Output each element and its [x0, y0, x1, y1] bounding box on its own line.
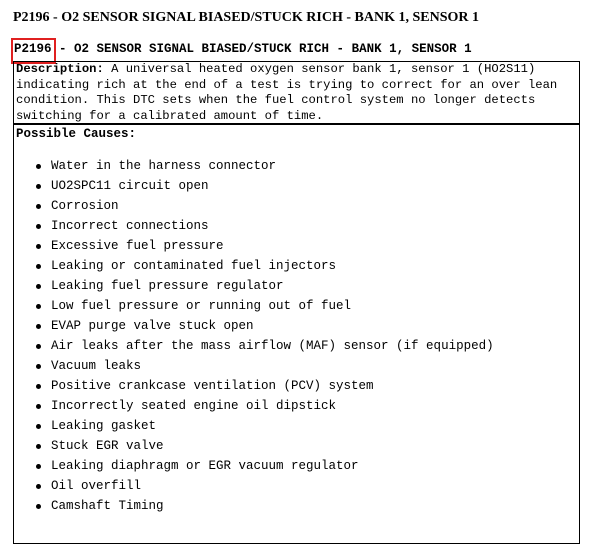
bullet-icon — [36, 384, 41, 389]
bullet-icon — [36, 304, 41, 309]
cause-text: Water in the harness connector — [51, 159, 277, 173]
page-title: P2196 - O2 SENSOR SIGNAL BIASED/STUCK RICH - BANK 1, SENSOR 1 — [13, 10, 479, 25]
bullet-icon — [36, 344, 41, 349]
cause-text: Incorrect connections — [51, 219, 209, 233]
bullet-icon — [36, 364, 41, 369]
cause-item — [34, 259, 494, 279]
possible-causes-box — [13, 124, 580, 544]
cause-item — [34, 299, 494, 319]
bullet-icon — [36, 184, 41, 189]
cause-text: Leaking fuel pressure regulator — [51, 279, 284, 293]
cause-text: Camshaft Timing — [51, 499, 164, 513]
cause-item — [34, 319, 494, 339]
bullet-icon — [36, 504, 41, 509]
bullet-icon — [36, 464, 41, 469]
bullet-icon — [36, 424, 41, 429]
dtc-code: P2196 — [14, 42, 52, 56]
cause-item — [34, 399, 494, 419]
cause-text: EVAP purge valve stuck open — [51, 319, 254, 333]
cause-text: Leaking or contaminated fuel injectors — [51, 259, 337, 273]
cause-text: Excessive fuel pressure — [51, 239, 224, 253]
description-text: A universal heated oxygen sensor bank 1, sensor 1 (HO2S11) indicating rich at the end of a test is trying to correct for an over lean condition. This DTC sets when the fuel control system no longer detects switching for a calibrated amount of time. — [16, 62, 558, 123]
cause-item — [34, 419, 494, 439]
description-label: Description: — [16, 62, 104, 76]
cause-item — [34, 339, 494, 359]
cause-item — [34, 439, 494, 459]
cause-item — [34, 379, 494, 399]
bullet-icon — [36, 444, 41, 449]
cause-text: Incorrectly seated engine oil dipstick — [51, 399, 337, 413]
cause-text: Stuck EGR valve — [51, 439, 164, 453]
bullet-icon — [36, 324, 41, 329]
cause-text: Air leaks after the mass airflow (MAF) sensor (if equipped) — [51, 339, 494, 353]
cause-text: Leaking diaphragm or EGR vacuum regulator — [51, 459, 359, 473]
bullet-icon — [36, 224, 41, 229]
cause-text: Vacuum leaks — [51, 359, 142, 373]
cause-text: Low fuel pressure or running out of fuel — [51, 299, 352, 313]
bullet-icon — [36, 484, 41, 489]
bullet-icon — [36, 164, 41, 169]
cause-item — [34, 199, 494, 219]
cause-text: Leaking gasket — [51, 419, 157, 433]
cause-text: Oil overfill — [51, 479, 142, 493]
cause-text: Corrosion — [51, 199, 119, 213]
cause-item — [34, 499, 494, 519]
bullet-icon — [36, 264, 41, 269]
cause-item — [34, 159, 494, 179]
cause-item — [34, 179, 494, 199]
cause-item — [34, 219, 494, 239]
cause-item — [34, 239, 494, 259]
cause-item — [34, 459, 494, 479]
possible-causes-list — [34, 159, 494, 519]
possible-causes-heading: Possible Causes: — [16, 127, 137, 141]
cause-text: Positive crankcase ventilation (PCV) system — [51, 379, 374, 393]
dtc-heading — [14, 42, 472, 56]
bullet-icon — [36, 204, 41, 209]
bullet-icon — [36, 404, 41, 409]
cause-text: UO2SPC11 circuit open — [51, 179, 209, 193]
description-box — [13, 61, 580, 124]
bullet-icon — [36, 284, 41, 289]
cause-item — [34, 359, 494, 379]
cause-item — [34, 479, 494, 499]
dtc-heading-text: - O2 SENSOR SIGNAL BIASED/STUCK RICH - BANK 1, SENSOR 1 — [51, 42, 472, 56]
cause-item — [34, 279, 494, 299]
bullet-icon — [36, 244, 41, 249]
